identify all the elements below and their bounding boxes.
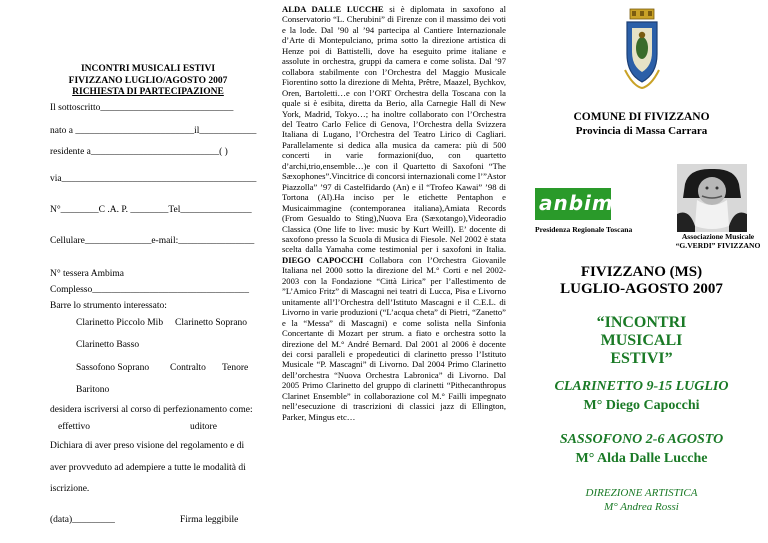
- bio-name-capocchi: DIEGO CAPOCCHI: [282, 254, 364, 265]
- form-title: INCONTRI MUSICALI ESTIVI: [80, 64, 216, 74]
- field-mobile-email[interactable]: Cellulare______________e-mail:________________: [50, 236, 255, 246]
- associazione-line-2: “G.VERDI” FIVIZZANO: [675, 241, 761, 250]
- event-title-line-2: MUSICALI: [600, 332, 683, 349]
- field-residence[interactable]: residente a___________________________( ): [50, 147, 228, 157]
- option-clarinetto-soprano[interactable]: Clarinetto Soprano: [175, 318, 248, 328]
- biography-text: [282, 4, 506, 422]
- anbima-logo-text: anbima: [539, 191, 629, 215]
- artistic-director-name: M° Andrea Rossi: [604, 501, 679, 513]
- bio-capocchi: Collabora con l’Orchestra Giovanile Italiana nel 2000 sotto la direzione del M.° Corti e nel 2002-2003 con la Fondazione “Città Lirica” per l’allestimento de ”L’Amico Fritz” di Mascagni nei teatri di Lucca, Pisa e Livorno unitamente all’l’Orchestra dell’Istituto Mascagni e il C.E.L. di Livorno in varie produzioni (“L’acqua cheta” di Pietri, “Zanetto” e la “Messa” di Mascagni) e come solista nella Sinfonia Concertante di Mozart per strum. a fiato e orchestra sotto la direzione del M.° André Bernard. Dal 2001 al 2006 è docente dei corsi paralleli e propedeutici di clarinetto presso l’Istituto Musicale “P. Mascagni” di Livorno. Dal 2004 Primo Clarinetto dell’orchestra “Nuova Orchestra Labronica” di Livorno. Dal 2005 Primo Clarinetto del gruppo di clarinetti “Pithecanthropus Clarinet Ensemble” in collaborazione col M.° Failli impegnato nell’esecuzione di trascrizioni di classici jazz di Ellington, Parker, Mingus etc…: [282, 254, 506, 422]
- option-contralto[interactable]: Contralto: [170, 363, 206, 373]
- artistic-direction-label: DIREZIONE ARTISTICA: [585, 487, 698, 499]
- option-clarinetto-basso[interactable]: Clarinetto Basso: [76, 340, 140, 350]
- form-subtitle: FIVIZZANO LUGLIO/AGOSTO 2007: [68, 76, 228, 86]
- signature-label: Firma leggibile: [180, 515, 239, 525]
- field-signed[interactable]: Il sottoscritto____________________________: [50, 103, 234, 113]
- event-title-line-3: ESTIVI”: [610, 350, 673, 367]
- sax-course: SASSOFONO 2-6 AGOSTO: [559, 432, 724, 447]
- declaration-line-3: iscrizione.: [50, 484, 90, 494]
- field-zip-phone[interactable]: N°________C .A. P. ________Tel_______________: [50, 205, 252, 215]
- option-tenore[interactable]: Tenore: [222, 363, 249, 373]
- associazione-line-1: Associazione Musicale: [681, 232, 755, 241]
- instrument-prompt: Barre lo strumento interessato:: [50, 301, 167, 311]
- biographies-panel: [262, 0, 515, 543]
- option-effettivo[interactable]: effettivo: [58, 422, 91, 432]
- associazione-label: [675, 232, 761, 250]
- field-birthplace[interactable]: nato a _________________________il____________: [50, 126, 257, 136]
- field-date[interactable]: (data)_________: [50, 515, 115, 525]
- form-request-title: RICHIESTA DI PARTECIPAZIONE: [72, 87, 224, 97]
- field-street[interactable]: via_________________________________________: [50, 174, 257, 184]
- field-ensemble[interactable]: Complesso_________________________________: [50, 285, 249, 295]
- declaration-line-2: aver provveduto ad adempiere a tutte le modalità di: [50, 463, 246, 473]
- field-membership[interactable]: N° tessera Ambima: [50, 269, 124, 279]
- anbima-logo: [535, 188, 629, 220]
- clarinet-teacher: M° Diego Capocchi: [583, 398, 700, 413]
- option-clarinetto-piccolo[interactable]: Clarinetto Piccolo Mib: [76, 318, 164, 328]
- cover-panel: [515, 0, 768, 543]
- bio-dalle-lucche: si è diplomata in saxofono al Conservatorio “L. Cherubini” di Firenze con il massimo dei voti e la lode. Dal ’90 al ’94 partecipa al Cantiere Internazionale d’Arte di Montepulciano, prima sotto la direzione artistica di Henze poi di Battistelli, dove ha eseguito prime italiane e assolute in orchestra, gruppi da camera e come solista. Dal ’97 collabora stabilmente con l’Orchestra del Maggio Musicale Fiorentino sotto la direzione di Mehta, Prêtre, Maazel, Bychkov, Oren, Bartoletti…e con l’ORT Orchestra della Toscana con la quale si è esibita, diretta da Berio, alla Carnegie Hall di New York, Madrid, Tokyo…; ha inoltre collaborato con l’Orchestra del Teatro Carlo Felice di Genova, l’Orchestra della Svizzera Italiana di Lugano, l’Orchestra del Teatro Lirico di Cagliari. Parallelamente si dedica alla musica da camera: più di 500 concerti in varie formazioni(duo, con quartetto d’archi,trio,ensemble…)e con il Quartetto di Saxofoni “The Sæxophones”.Vincitrice di concorsi internazionali come l’”Astor Piazzolla” ’97 di Castelfidardo (An) e il “Trofeo Kawai” ’98 di Tortona (Al).Ha inciso per le etichette Pentaphon e Musicaimmagine (contemporanea italiana),Amiata Records (From Gesualdo to Sting),Nuova Era (Sæxotango),Videoradio Classica (One life to live: music by Kurt Weill). E’ docente di saxofono presso la Scuola di Musica di Fiesole. Nel 2002 è stata scelta dalla Yamaha come testimonial per i saxofoni in Italia.: [282, 4, 506, 255]
- sax-teacher: M° Alda Dalle Lucche: [575, 451, 708, 466]
- location-title: FIVIZZANO (MS): [580, 264, 703, 280]
- option-sassofono-soprano[interactable]: Sassofono Soprano: [76, 363, 150, 373]
- registration-form: [0, 0, 262, 543]
- presidenza-label: Presidenza Regionale Toscana: [535, 225, 633, 234]
- verdi-portrait-icon: [677, 164, 747, 232]
- declaration-line-1: Dichiara di aver preso visione del regolamento e di: [50, 441, 245, 451]
- clarinet-course: CLARINETTO 9-15 LUGLIO: [554, 379, 729, 394]
- option-uditore[interactable]: uditore: [190, 422, 217, 432]
- fivizzano-crest-icon: [623, 8, 661, 90]
- option-baritono[interactable]: Baritono: [76, 385, 110, 395]
- bio-name-dalle-lucche: ALDA DALLE LUCCHE: [282, 4, 384, 14]
- event-title-line-1: “INCONTRI: [596, 314, 687, 331]
- provincia-title: Provincia di Massa Carrara: [575, 125, 708, 137]
- comune-title: COMUNE DI FIVIZZANO: [573, 111, 710, 123]
- period-title: LUGLIO-AGOSTO 2007: [560, 281, 723, 297]
- enroll-prompt: desidera iscriversi al corso di perfezionamento come:: [50, 405, 253, 415]
